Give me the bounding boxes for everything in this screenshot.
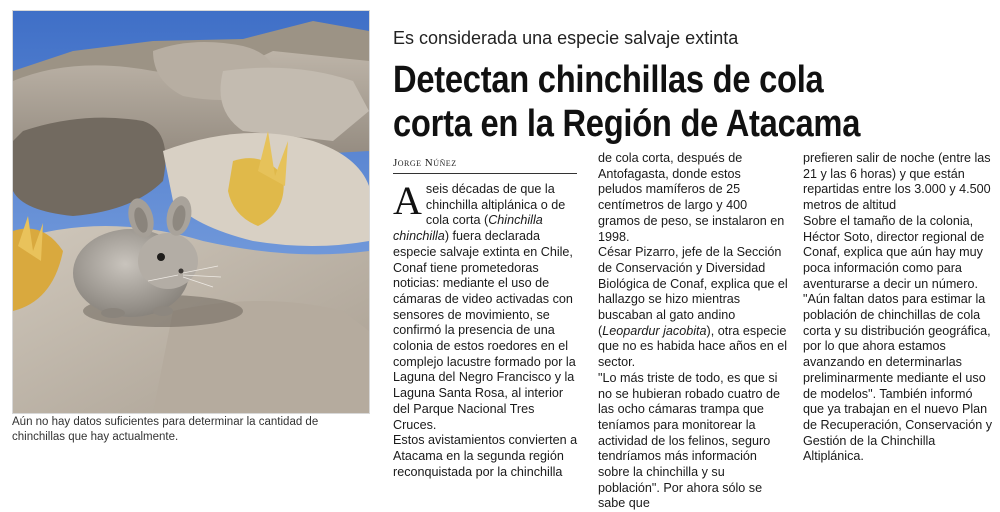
byline-rule — [393, 153, 577, 174]
chinchilla-photo — [12, 10, 370, 414]
paragraph: prefieren salir de noche (entre las 21 y las 6 horas) y que están repartidas entre los 3.000 y 4.500 metros de altitud — [803, 151, 991, 213]
chinchilla-photo-icon — [13, 11, 369, 413]
species-name: Chinchilla chinchilla — [393, 213, 543, 244]
paragraph: Estos avistamientos convierten a Atacama en la segunda región reconquistada por la chinchilla — [393, 433, 578, 479]
paragraph: de cola corta, después de Antofagasta, donde estos peludos mamíferos de 25 centímetros de largo y 400 gramos de peso, se instalaron en 1998. — [598, 151, 785, 244]
photo-caption: Aún no hay datos suficientes para determinar la cantidad de chinchillas que hay actualmente. — [12, 416, 319, 443]
species-name: Leopardur jacobita — [602, 323, 707, 338]
paragraph: "Lo más triste de todo, es que si no se hubieran robado cuatro de las ocho cámaras trampa que teníamos para monitorear la actividad de los felinos, seguro tendríamos más información sobre la chinchilla y su población". Por ahora sólo se sabe que — [598, 370, 781, 511]
paragraph: Aseis décadas de que la chinchilla altiplánica o de cola corta (Chinchilla chinchilla) fuera declarada especie salvaje extinta en Chile, Conaf tiene prometedoras noticias: mediante el uso de cámaras de video activadas con sensores de movimiento, se confirmó la presencia de una colonia de estos roedores en el complejo lacustre formado por la Laguna del Negro Francisco y la Laguna Santa Rosa, al interior del Parque Nacional Tres Cruces. — [393, 178, 576, 432]
headline: Detectan chinchillas de cola corta en la Región de Atacama — [393, 59, 861, 145]
paragraph: "Aún faltan datos para estimar la población de chinchillas de cola corta y su distribución geográfica, por lo que ahora estamos avanzando en determinarlas preliminarmente mediante el uso de modelos". También informó que ya trabajan en el nuevo Plan de Recuperación, Conservación y Gestión de la Chinchilla Altiplánica. — [803, 292, 993, 464]
paragraph: Sobre el tamaño de la colonia, Héctor Soto, director regional de Conaf, explica que aún hay muy poca información como para aventurarse a decir un número. — [803, 213, 985, 291]
drop-cap: A — [393, 178, 422, 223]
paragraph: César Pizarro, jefe de la Sección de Conservación y Diversidad Biológica de Conaf, explica que el hallazgo se hizo mientras buscaban al gato andino (Leopardur jacobita), otra especie que no es habida hace años en el sector. — [598, 245, 788, 370]
article-column-2 — [598, 151, 788, 512]
article-column-1 — [393, 178, 579, 480]
kicker: Es considerada una especie salvaje extinta — [393, 28, 739, 48]
byline: Jorge Núñez — [393, 157, 457, 169]
article-column-3 — [803, 151, 993, 465]
